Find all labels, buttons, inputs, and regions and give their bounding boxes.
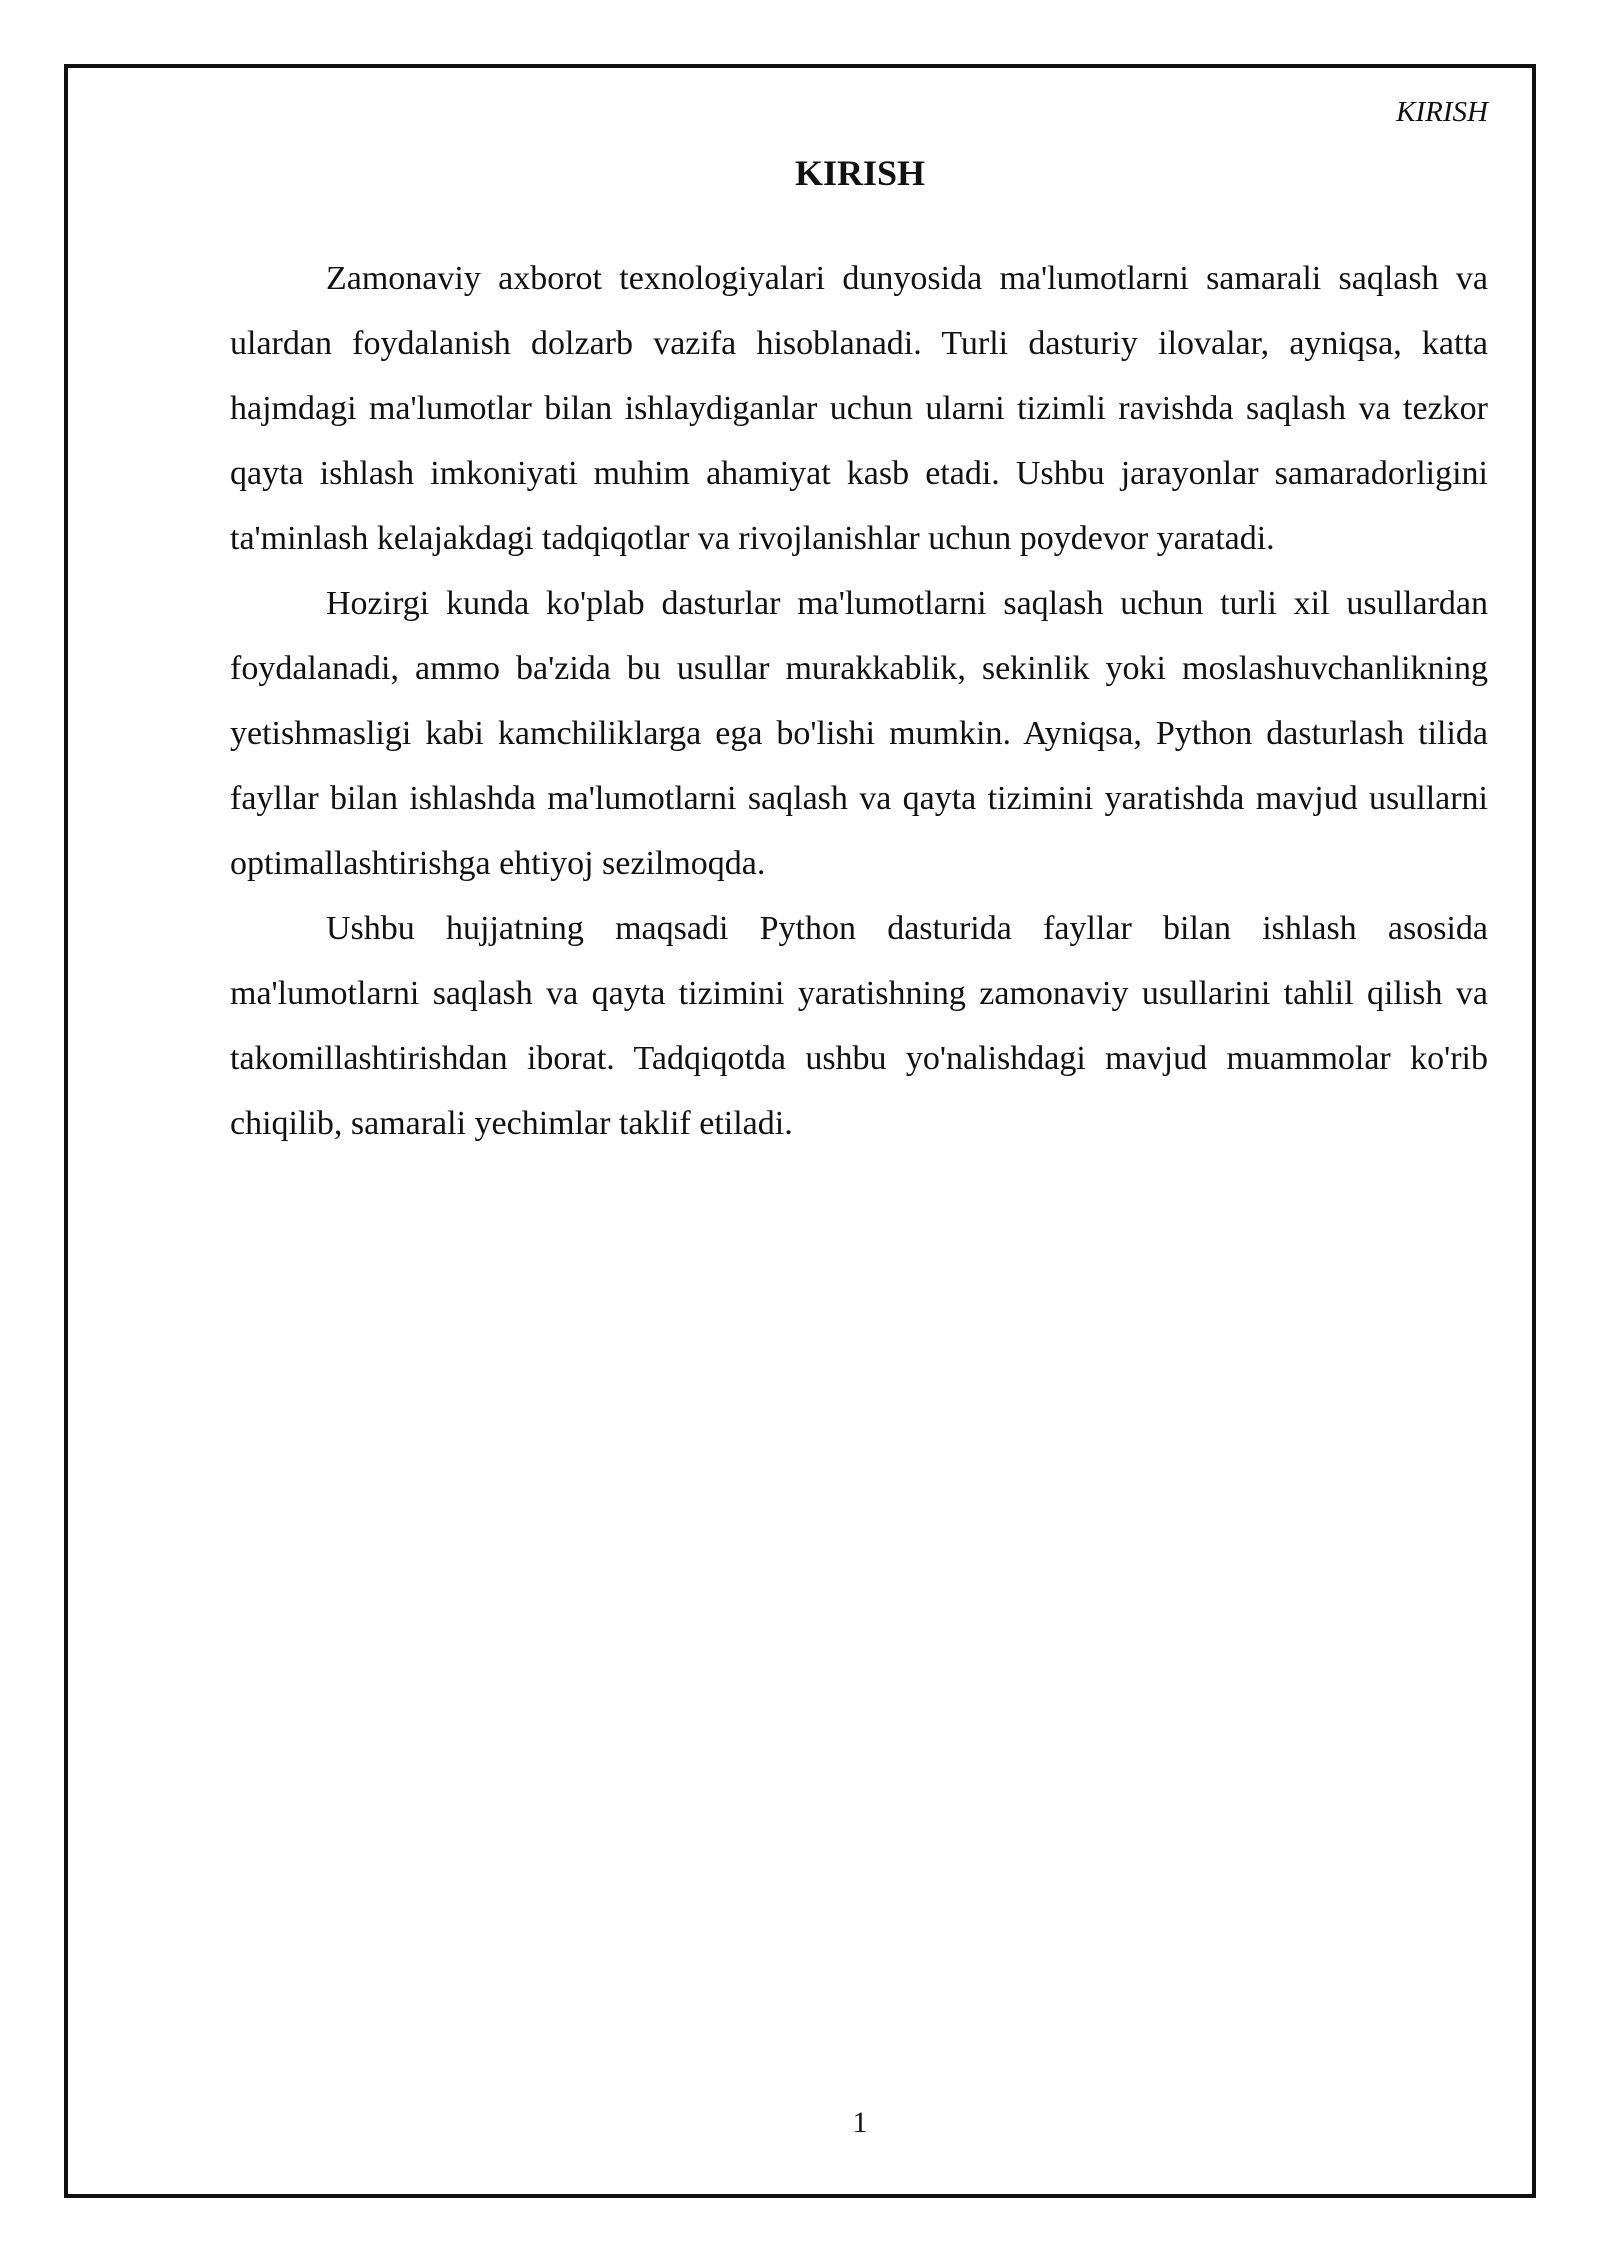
paragraph-3: Ushbu hujjatning maqsadi Python dasturida fayllar bilan ishlash asosida ma'lumotlarni saqlash va qayta tizimini yaratishning zamonaviy usullarini tahlil qilish va takomillashtirishdan iborat. Tadqiqotda ushbu yo'nalishdagi mavjud muammolar ko'rib chiqilib, samarali yechimlar taklif etiladi. — [230, 910, 1488, 1142]
running-header: KIRISH — [1396, 96, 1488, 128]
page-number: 1 — [852, 2106, 868, 2139]
page-title: KIRISH — [794, 153, 926, 193]
body-text — [230, 246, 1488, 1156]
paragraph-2: Hozirgi kunda ko'plab dasturlar ma'lumotlarni saqlash uchun turli xil usullardan foydalanadi, ammo ba'zida bu usullar murakkablik, sekinlik yoki moslashuvchanlikning yetishmasligi kabi kamchiliklarga ega bo'lishi mumkin. Ayniqsa, Python dasturlash tilida fayllar bilan ishlashda ma'lumotlarni saqlash va qayta tizimini yaratishda mavjud usullarni optimallashtirishga ehtiyoj sezilmoqda. — [230, 585, 1488, 882]
paragraph-1: Zamonaviy axborot texnologiyalari dunyosida ma'lumotlarni samarali saqlash va ulardan foydalanish dolzarb vazifa hisoblanadi. Turli dasturiy ilovalar, ayniqsa, katta hajmdagi ma'lumotlar bilan ishlaydiganlar uchun ularni tizimli ravishda saqlash va tezkor qayta ishlash imkoniyati muhim ahamiyat kasb etadi. Ushbu jarayonlar samaradorligini ta'minlash kelajakdagi tadqiqotlar va rivojlanishlar uchun poydevor yaratadi. — [230, 260, 1488, 557]
